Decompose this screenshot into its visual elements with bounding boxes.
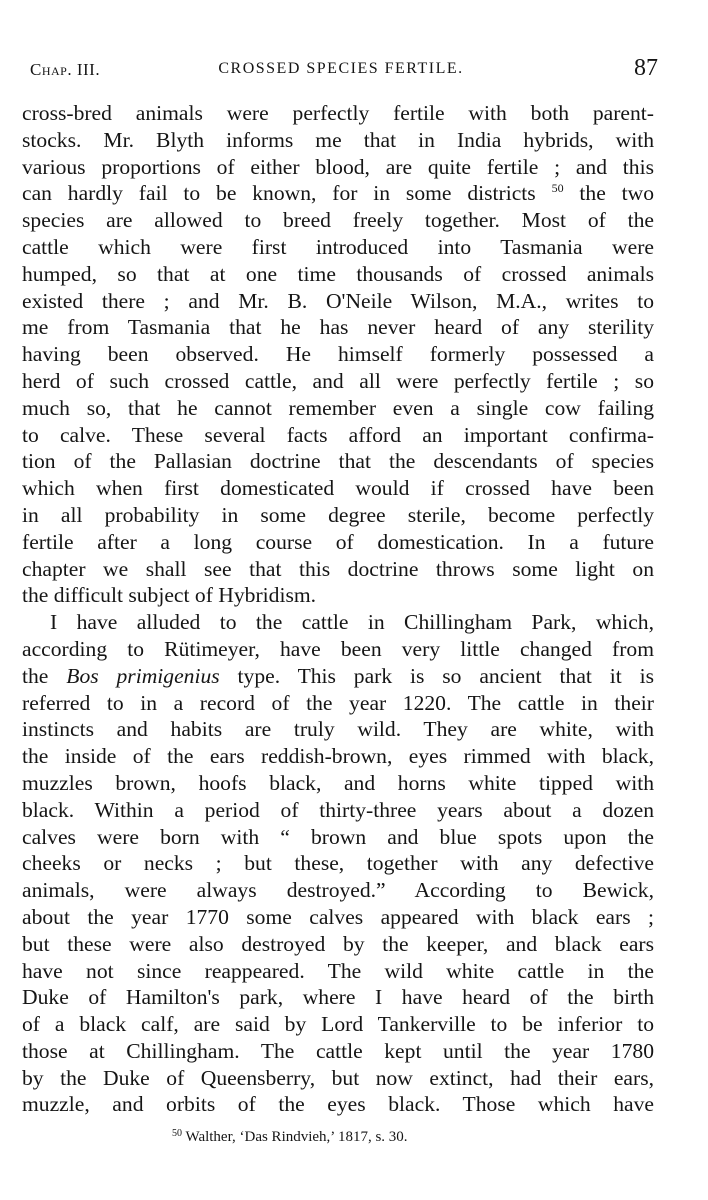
footnote-reference: 50: [551, 181, 564, 196]
text-line-part: can hardly fail to be known, for in some districts: [22, 181, 536, 206]
text-line: Duke of Hamilton's park, where I have heard of the birth: [22, 985, 654, 1010]
text-line: fertile after a long course of domestication. In a future: [22, 529, 654, 554]
text-line: chapter we shall see that this doctrine throws some light on: [22, 556, 654, 581]
chapter-label: Chap. III.: [30, 60, 101, 79]
text-line-part: the two: [579, 181, 655, 206]
text-line-part: type. This park is so ancient that it is: [237, 663, 654, 688]
text-line: various proportions of either blood, are quite fertile ; and this: [22, 154, 654, 179]
text-line: cheeks or necks ; but these, together with any defective: [22, 851, 654, 876]
text-line: which when first domesticated would if crossed have been: [22, 476, 654, 501]
text-line: existed there ; and Mr. B. O'Neile Wilson, M.A., writes to: [22, 288, 654, 313]
text-line: me from Tasmania that he has never heard of any sterility: [22, 315, 654, 340]
text-line: the inside of the ears reddish-brown, eyes rimmed with black,: [22, 744, 654, 769]
text-line: herd of such crossed cattle, and all were perfectly fertile ; so: [22, 368, 654, 393]
body-text: [22, 100, 654, 1118]
footnote: [172, 1128, 408, 1146]
species-name: Bos primigenius: [66, 663, 220, 688]
text-line: have not since reappeared. The wild white cattle in the: [22, 958, 654, 983]
text-line: black. Within a period of thirty-three years about a dozen: [22, 797, 654, 822]
text-line: but these were also destroyed by the keeper, and black ears: [22, 931, 654, 956]
text-line: muzzle, and orbits of the eyes black. Those which have: [22, 1092, 654, 1117]
text-line: having been observed. He himself formerly possessed a: [22, 342, 654, 367]
text-line: those at Chillingham. The cattle kept until the year 1780: [22, 1038, 654, 1063]
text-line: [22, 663, 654, 690]
text-line: [22, 180, 654, 207]
text-line: species are allowed to breed freely together. Most of the: [22, 208, 654, 233]
text-line: by the Duke of Queensberry, but now extinct, had their ears,: [22, 1065, 654, 1090]
text-line: of a black calf, are said by Lord Tankerville to be inferior to: [22, 1012, 654, 1037]
text-line: stocks. Mr. Blyth informs me that in India hybrids, with: [22, 127, 654, 152]
text-line: I have alluded to the cattle in Chillingham Park, which,: [50, 610, 654, 635]
text-line: tion of the Pallasian doctrine that the descendants of species: [22, 449, 654, 474]
text-line: in all probability in some degree sterile, become perfectly: [22, 502, 654, 527]
page-header: [22, 52, 660, 92]
text-line: about the year 1770 some calves appeared with black ears ;: [22, 904, 654, 929]
text-line: referred to in a record of the year 1220. The cattle in their: [22, 690, 654, 715]
text-line-part: the: [22, 663, 49, 688]
text-line: animals, were always destroyed.” According to Bewick,: [22, 878, 654, 903]
text-line: cross-bred animals were perfectly fertile with both parent-: [22, 101, 654, 125]
text-line: cattle which were first introduced into Tasmania were: [22, 234, 654, 259]
footnote-text: Walther, ‘Das Rindvieh,’ 1817, s. 30.: [185, 1129, 408, 1145]
text-line: according to Rütimeyer, have been very little changed from: [22, 636, 654, 661]
text-line: humped, so that at one time thousands of crossed animals: [22, 261, 654, 286]
footnote-marker: 50: [172, 1128, 182, 1139]
text-line: to calve. These several facts afford an important confirma-: [22, 422, 654, 447]
page-number: 87: [634, 55, 658, 81]
text-line: calves were born with “ brown and blue spots upon the: [22, 824, 654, 849]
text-line: muzzles brown, hoofs black, and horns white tipped with: [22, 770, 654, 795]
text-line: much so, that he cannot remember even a single cow failing: [22, 395, 654, 420]
running-title: CROSSED SPECIES FERTILE.: [218, 60, 464, 77]
text-line: the difficult subject of Hybridism.: [22, 583, 317, 608]
text-line: instincts and habits are truly wild. They are white, with: [22, 717, 654, 742]
